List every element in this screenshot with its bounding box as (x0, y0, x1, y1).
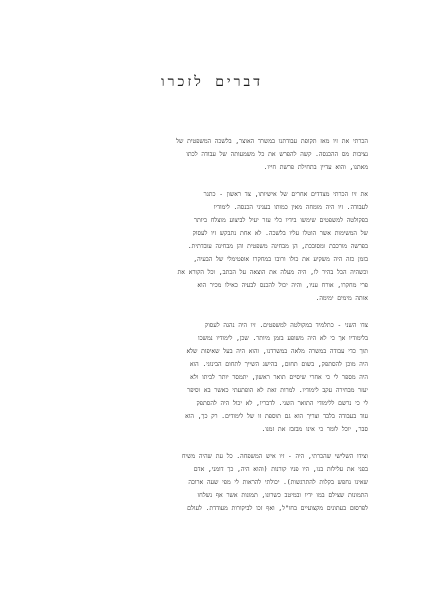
text-line: וצידו השלישי שהכרתי, היה - זיו איש המשפחה. כל עת שהיה משיח (181, 453, 368, 460)
text-line: את זיו הכרתי מצדדים אחרים של אישיותו, צד ראשון - כתגר (203, 191, 368, 198)
text-line: היה מוכן להסתפק, בשום תחום, בהישג השייך לתחום הבינוני. הוא (189, 361, 368, 368)
text-line: נציבות מס ההכנסה. קשה להפרש את כל משמעותה של עבודה לכתו (186, 151, 368, 158)
text-line: אותה מימים ימימה. (315, 295, 368, 302)
text-line: שאינו נחפש בקלות להתרגשות). יכולתי להראות לי מפי שעה ארוכה (188, 479, 368, 486)
text-line: מאתנו, והוא עדיין בתחילת פרשת חייו. (263, 164, 368, 171)
text-line: בלימודיו אך כי לא היה משופע בזמן מיותר. שכן, לימודיו נמשכו (198, 335, 368, 342)
text-line: תוך כדי עבודה במשרה מלאה במשרדנו, והוא היה בעל שאיפות שלא (186, 348, 368, 355)
paragraph (100, 135, 368, 174)
text-line: בזמן כזה היה משקיע את כולו ורובו במחקרו אופטימלי של הבעיה, (193, 256, 368, 263)
text-line: בפקולטה למשפטים שימשו בידיו כלי עזר יעיל לביצוע מוצלח ביותר (194, 217, 368, 224)
text-line: הכרתי את זיו מאז תקופת עבודתנו במשרד האוצר, בלשכה המשפטית של (176, 138, 368, 145)
paragraph (100, 450, 368, 515)
text-line: עוד בעבודה בלבד וצריך הוא גם תוספת זו של לימודים. רק כך, הוא (185, 413, 368, 420)
text-line: היה מספר לי כי אחרי שיסיים תואר ראשון, יתמסר יותר לביתו ולא (190, 374, 368, 381)
document-body (100, 135, 368, 529)
paragraph (100, 319, 368, 436)
text-line: לעבודה. זיו היה מומחה מאין כמותו בעניני הכנסה. לימודיו (213, 204, 368, 211)
text-line: התמונות שצילם במו ידיו ובמיטב כשרונו, תמונות אשר אף נשלחו (197, 492, 368, 499)
text-line: סבר, יוכל לומר כי אינו מבזבז את זמנו. (261, 426, 368, 433)
text-line: פרי מחקרו, אורח עניו, והיה יכול להכנס לבעיה כאילו מכיר הוא (197, 282, 368, 289)
text-line: לפרסום בעתונים מקצועיים בחו"ל, ואף זכו לביקורות מעודדת. לעולם (187, 505, 368, 512)
text-line: של המשימות אשר הוטלו עליו בלשכה. לא אחת נתבקש זיו לעסוק (192, 230, 368, 237)
text-line: לי כי נרשם ללימודי התואר השני. לדבריו, לא יכול היה להסתפק (196, 400, 368, 407)
text-line: בפני את עלילות בנו, היו פניו קורנות (והוא היה, כך דומני, אדם (193, 466, 368, 473)
paragraph (100, 188, 368, 305)
text-line: צדו השני - כתלמיד במקולטה למשפטים. זיו היה נהגה לעסוק (204, 322, 368, 329)
page-title: דברים לזכרו (161, 74, 263, 90)
text-line: וכשהיה הכל בהיר לו, היה מעלה את הוצאה על הכתב, וכל הקורא את (177, 269, 368, 276)
text-line: בפרשה מורכבת ומסובכת, הן מבחינה משפטית והן מבחינה עובדתית. (187, 243, 368, 250)
text-line: יעזר מבחירה עקב לימודיו. למרות זאת לא הופתעתי כאשר בא וסיפר (187, 387, 368, 394)
